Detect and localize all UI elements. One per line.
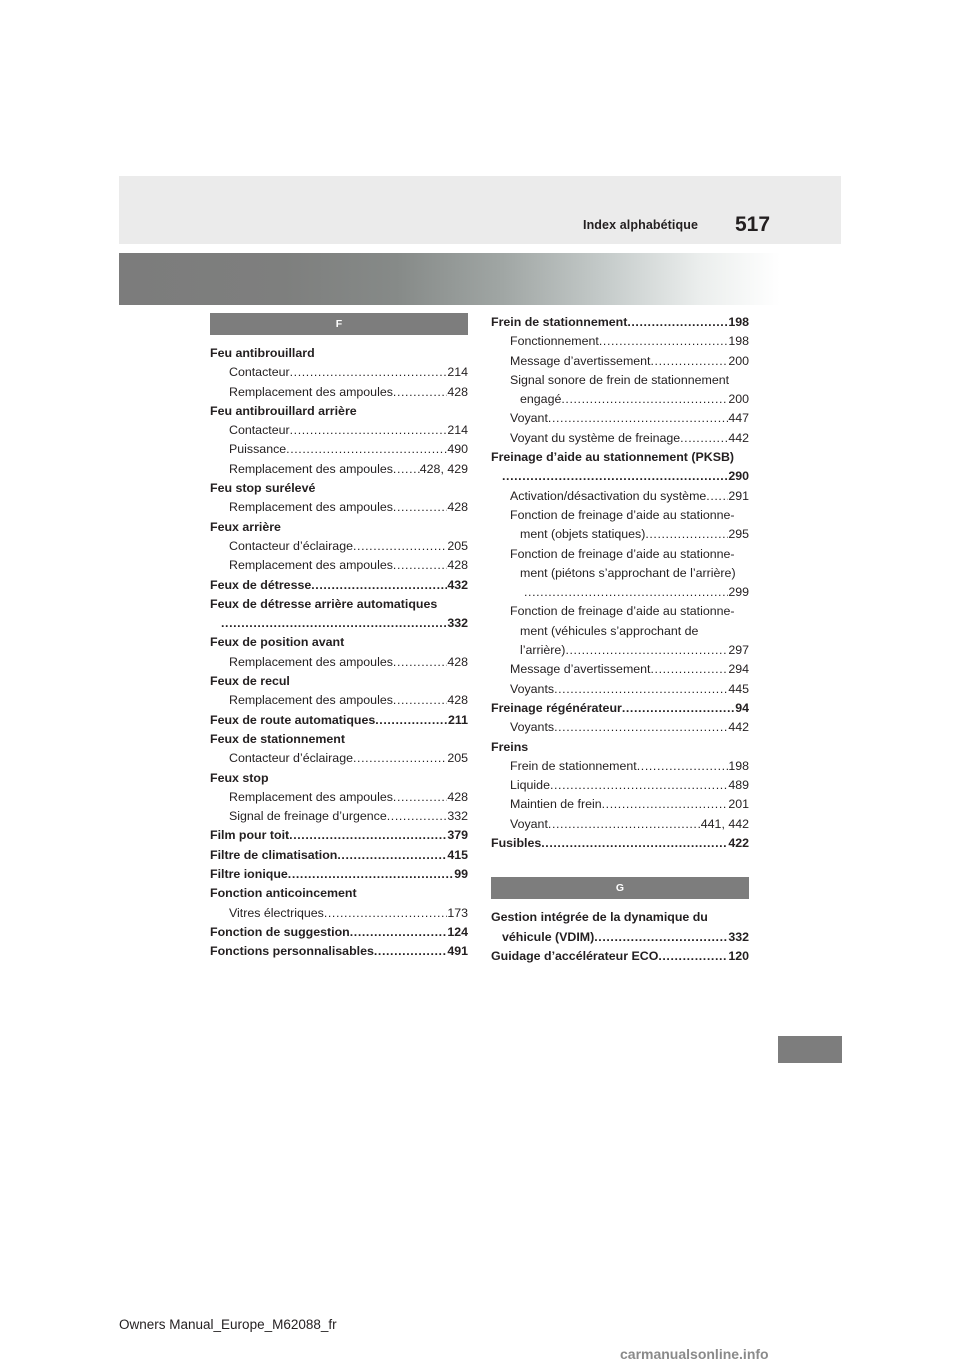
index-entry xyxy=(491,776,749,795)
index-entry-term: Fonctions personnalisables xyxy=(210,944,374,959)
index-entry-term: ment (objets statiques) xyxy=(520,527,646,542)
index-entry xyxy=(491,448,749,467)
index-entry-page: 290 xyxy=(728,469,749,484)
index-entry xyxy=(210,711,468,730)
dot-leader xyxy=(602,795,729,814)
dot-leader xyxy=(221,614,447,633)
index-entry-term: Feux de détresse xyxy=(210,577,312,592)
index-entry xyxy=(210,383,468,402)
index-entry-term: Contacteur xyxy=(229,423,290,438)
section-title: Index alphabétique xyxy=(583,218,699,232)
index-entry-page: 432 xyxy=(447,577,468,592)
index-entry xyxy=(491,834,749,853)
index-entry-page: 198 xyxy=(728,315,749,329)
index-entry xyxy=(210,749,468,768)
index-entry xyxy=(491,371,749,390)
index-entry-page: 295 xyxy=(728,527,749,542)
index-entry xyxy=(491,660,749,679)
dot-leader xyxy=(393,691,447,710)
index-entry xyxy=(210,614,468,633)
index-entry xyxy=(210,556,468,575)
index-entry-term: Contacteur xyxy=(229,365,290,380)
index-entry-term: Remplacement des ampoules xyxy=(229,500,393,515)
index-entry-term: Voyant xyxy=(510,816,548,831)
index-entry-page: 205 xyxy=(447,751,468,766)
index-entry-page: 491 xyxy=(447,944,468,959)
index-entry-term: ment (véhicules s’approchant de xyxy=(520,623,699,638)
index-entry-page: 428 xyxy=(447,500,468,515)
index-entry-term: Frein de stationnement xyxy=(491,315,628,329)
index-entry xyxy=(491,757,749,776)
index-entry-term: Fonction de freinage d’aide au stationne- xyxy=(510,507,735,522)
index-entry-page: 489 xyxy=(728,778,749,793)
index-entry-term: Fonction de freinage d’aide au stationne- xyxy=(510,546,735,561)
index-entry xyxy=(491,699,749,718)
index-entry-term: Freinage d’aide au stationnement (PKSB) xyxy=(491,450,735,465)
dot-leader xyxy=(393,788,447,807)
index-entry xyxy=(210,344,468,363)
index-list-left xyxy=(210,344,468,962)
watermark: carmanualsonline.info xyxy=(620,1346,769,1362)
index-entry-term: Message d’avertissement xyxy=(510,662,651,677)
dot-leader xyxy=(548,815,701,834)
index-entry-page: 441, 442 xyxy=(700,816,749,831)
index-entry xyxy=(210,769,468,788)
dot-leader xyxy=(290,363,448,382)
dot-leader xyxy=(680,429,728,448)
dot-leader xyxy=(565,641,728,660)
index-entry-page: 428 xyxy=(447,384,468,399)
dot-leader xyxy=(393,460,420,479)
dot-leader xyxy=(554,718,728,737)
index-entry xyxy=(210,440,468,459)
index-entry-term: Remplacement des ampoules xyxy=(229,558,393,573)
index-entry xyxy=(491,641,749,660)
index-entry-page: 332 xyxy=(728,929,749,944)
index-entry xyxy=(491,409,749,428)
index-entry-term: Voyant du système de freinage xyxy=(510,430,681,445)
index-entry xyxy=(210,942,468,961)
dot-leader xyxy=(289,826,447,845)
index-entry-page: 200 xyxy=(728,392,749,407)
index-entry xyxy=(491,795,749,814)
index-entry-term: Gestion intégrée de la dynamique du xyxy=(491,910,708,925)
dot-leader xyxy=(561,390,728,409)
dot-leader xyxy=(393,498,447,517)
index-entry xyxy=(491,390,749,409)
dot-leader xyxy=(548,409,728,428)
index-entry-page: 201 xyxy=(728,797,749,812)
index-entry-term: Remplacement des ampoules xyxy=(229,384,393,399)
index-entry xyxy=(210,363,468,382)
index-entry-term: engagé xyxy=(520,392,562,407)
index-entry xyxy=(491,506,749,525)
index-entry-term: Voyants xyxy=(510,720,555,735)
index-entry-page: 94 xyxy=(735,700,749,715)
index-entry xyxy=(491,525,749,544)
dot-leader xyxy=(550,776,728,795)
dot-leader xyxy=(599,332,728,351)
index-entry xyxy=(210,846,468,865)
index-entry-page: 214 xyxy=(447,365,468,380)
dot-leader xyxy=(375,711,448,730)
index-entry xyxy=(491,429,749,448)
header-band xyxy=(119,176,841,244)
index-entry-term: Maintien de frein xyxy=(510,797,602,812)
index-entry-term: Feux de route automatiques xyxy=(210,712,376,727)
index-entry-term: Remplacement des ampoules xyxy=(229,693,393,708)
index-entry-page: 415 xyxy=(447,847,468,862)
index-entry-term: Feux de stationnement xyxy=(210,731,345,746)
dot-leader xyxy=(651,660,729,679)
index-entry-page: 198 xyxy=(728,758,749,773)
dot-leader xyxy=(645,525,728,544)
index-entry xyxy=(491,602,749,621)
index-entry-term: Vitres électriques xyxy=(229,905,324,920)
index-entry xyxy=(210,576,468,595)
dot-leader xyxy=(627,313,728,332)
dot-leader xyxy=(651,352,729,371)
index-entry-term: Message d’avertissement xyxy=(510,353,651,368)
index-entry-page: 211 xyxy=(448,712,468,727)
index-entry-page: 205 xyxy=(447,538,468,553)
index-entry-term: Fonction de freinage d’aide au stationne- xyxy=(510,604,735,619)
index-entry-page: 445 xyxy=(728,681,749,696)
index-entry-term: Puissance xyxy=(229,442,287,457)
dot-leader xyxy=(290,421,448,440)
index-entry-term: Fusibles xyxy=(491,836,542,851)
index-entry-term: Signal sonore de frein de stationnement xyxy=(510,372,730,387)
dot-leader xyxy=(353,749,447,768)
dot-leader xyxy=(324,904,448,923)
index-entry-term: Fonction de suggestion xyxy=(210,924,350,939)
index-entry-term: Liquide xyxy=(510,778,550,793)
index-entry xyxy=(210,595,468,614)
index-entry xyxy=(491,928,749,947)
dot-leader xyxy=(350,923,448,942)
index-entry xyxy=(491,908,749,927)
index-entry xyxy=(491,583,749,602)
dot-leader xyxy=(622,699,735,718)
decorative-gradient-band xyxy=(119,253,780,305)
dot-leader xyxy=(393,653,447,672)
index-entry xyxy=(210,730,468,749)
index-entry xyxy=(210,826,468,845)
index-entry xyxy=(491,487,749,506)
index-entry xyxy=(210,421,468,440)
dot-leader xyxy=(311,576,447,595)
index-entry-term: Signal de freinage d’urgence xyxy=(229,809,387,824)
index-entry-page: 291 xyxy=(728,488,749,503)
dot-leader xyxy=(393,383,447,402)
index-entry-term: Remplacement des ampoules xyxy=(229,789,393,804)
index-entry xyxy=(491,467,749,486)
index-entry-term: l’arrière) xyxy=(520,643,566,658)
index-entry-page: 200 xyxy=(728,353,749,368)
index-entry-page: 447 xyxy=(728,411,749,426)
index-entry xyxy=(491,332,749,351)
index-entry-term: Feux de détresse arrière automatiques xyxy=(210,596,438,611)
index-entry-page: 124 xyxy=(447,924,468,939)
index-entry-term: Filtre ionique xyxy=(210,867,288,882)
index-entry xyxy=(210,865,468,884)
page-number: 517 xyxy=(735,213,771,236)
index-entry-term: Activation/désactivation du système xyxy=(510,488,707,503)
index-entry-term: Feux arrière xyxy=(210,519,281,534)
index-entry-term: Filtre de climatisation xyxy=(210,847,338,862)
index-entry xyxy=(210,460,468,479)
index-entry xyxy=(491,564,749,583)
index-entry-term: Feux stop xyxy=(210,770,269,785)
dot-leader xyxy=(637,757,729,776)
index-entry xyxy=(210,653,468,672)
index-entry xyxy=(491,545,749,564)
index-entry-term: Feux de recul xyxy=(210,674,290,689)
index-list-right-f xyxy=(491,313,749,853)
dot-leader xyxy=(393,556,447,575)
index-entry-term: Voyants xyxy=(510,681,555,696)
index-entry-page: 428 xyxy=(447,693,468,708)
dot-leader xyxy=(594,928,728,947)
letter-divider-g: G xyxy=(491,877,749,899)
index-entry xyxy=(210,518,468,537)
index-entry-term: Feu stop surélevé xyxy=(210,481,316,496)
index-entry xyxy=(491,718,749,737)
index-entry xyxy=(491,815,749,834)
index-entry-page: 428, 429 xyxy=(419,461,468,476)
dot-leader xyxy=(387,807,448,826)
index-entry-page: 428 xyxy=(447,789,468,804)
index-entry-page: 299 xyxy=(728,585,749,600)
index-entry-page: 332 xyxy=(447,616,468,631)
index-entry-term: Contacteur d’éclairage xyxy=(229,751,353,766)
index-entry-page: 173 xyxy=(447,905,468,920)
index-entry-term: Freinage régénérateur xyxy=(491,700,622,715)
index-column-left xyxy=(210,313,468,962)
index-entry xyxy=(210,904,468,923)
index-entry-page: 442 xyxy=(728,430,749,445)
index-entry-term: Feu antibrouillard xyxy=(210,346,315,360)
index-entry-term: véhicule (VDIM) xyxy=(502,929,595,944)
index-entry-page: 332 xyxy=(447,809,468,824)
footer-doc-id: Owners Manual_Europe_M62088_fr xyxy=(119,1317,337,1332)
index-entry-term: ment (piétons s’approchant de l’arrière) xyxy=(520,565,736,580)
index-entry xyxy=(210,633,468,652)
index-entry-page: 428 xyxy=(447,558,468,573)
thumb-index-tab xyxy=(778,1036,842,1063)
index-entry xyxy=(210,537,468,556)
index-entry xyxy=(491,622,749,641)
index-entry-term: Film pour toit xyxy=(210,828,290,843)
index-entry-page: 490 xyxy=(447,442,468,457)
dot-leader xyxy=(541,834,728,853)
index-entry-term: Remplacement des ampoules xyxy=(229,461,393,476)
index-entry xyxy=(210,672,468,691)
index-entry xyxy=(491,947,749,966)
index-entry-term: Freins xyxy=(491,739,529,754)
dot-leader xyxy=(706,487,728,506)
index-entry xyxy=(491,680,749,699)
dot-leader xyxy=(288,865,454,884)
index-entry xyxy=(210,691,468,710)
index-entry-term: Contacteur d’éclairage xyxy=(229,538,353,553)
index-entry-term: Frein de stationnement xyxy=(510,758,637,773)
dot-leader xyxy=(502,467,728,486)
index-entry-term: Feux de position avant xyxy=(210,635,345,650)
index-entry-term: Fonctionnement xyxy=(510,334,599,349)
index-entry-page: 214 xyxy=(447,423,468,438)
index-entry xyxy=(491,352,749,371)
index-entry xyxy=(210,807,468,826)
index-column-right xyxy=(491,313,749,966)
index-entry-term: Voyant xyxy=(510,411,548,426)
dot-leader xyxy=(524,583,728,602)
index-entry xyxy=(210,402,468,421)
index-entry-page: 99 xyxy=(454,867,468,882)
index-entry-page: 428 xyxy=(447,654,468,669)
index-list-right-g xyxy=(491,908,749,966)
index-entry xyxy=(210,498,468,517)
dot-leader xyxy=(658,947,728,966)
index-entry-term: Remplacement des ampoules xyxy=(229,654,393,669)
index-entry-term: Feu antibrouillard arrière xyxy=(210,403,357,418)
dot-leader xyxy=(374,942,447,961)
dot-leader xyxy=(353,537,447,556)
dot-leader xyxy=(554,680,728,699)
index-entry-page: 379 xyxy=(447,828,468,843)
index-entry-page: 294 xyxy=(728,662,749,677)
index-entry-page: 442 xyxy=(728,720,749,735)
index-entry xyxy=(210,884,468,903)
index-entry-page: 120 xyxy=(728,948,749,963)
index-entry-term: Fonction anticoincement xyxy=(210,886,357,901)
index-entry-term: Guidage d’accélérateur ECO xyxy=(491,948,659,963)
index-entry xyxy=(210,923,468,942)
dot-leader xyxy=(286,440,447,459)
dot-leader xyxy=(337,846,447,865)
index-entry xyxy=(491,313,749,332)
index-entry-page: 422 xyxy=(728,836,749,851)
index-entry xyxy=(210,479,468,498)
index-entry xyxy=(210,788,468,807)
letter-divider-f: F xyxy=(210,313,468,335)
index-entry-page: 198 xyxy=(728,334,749,349)
index-entry xyxy=(491,738,749,757)
index-entry-page: 297 xyxy=(728,643,749,658)
